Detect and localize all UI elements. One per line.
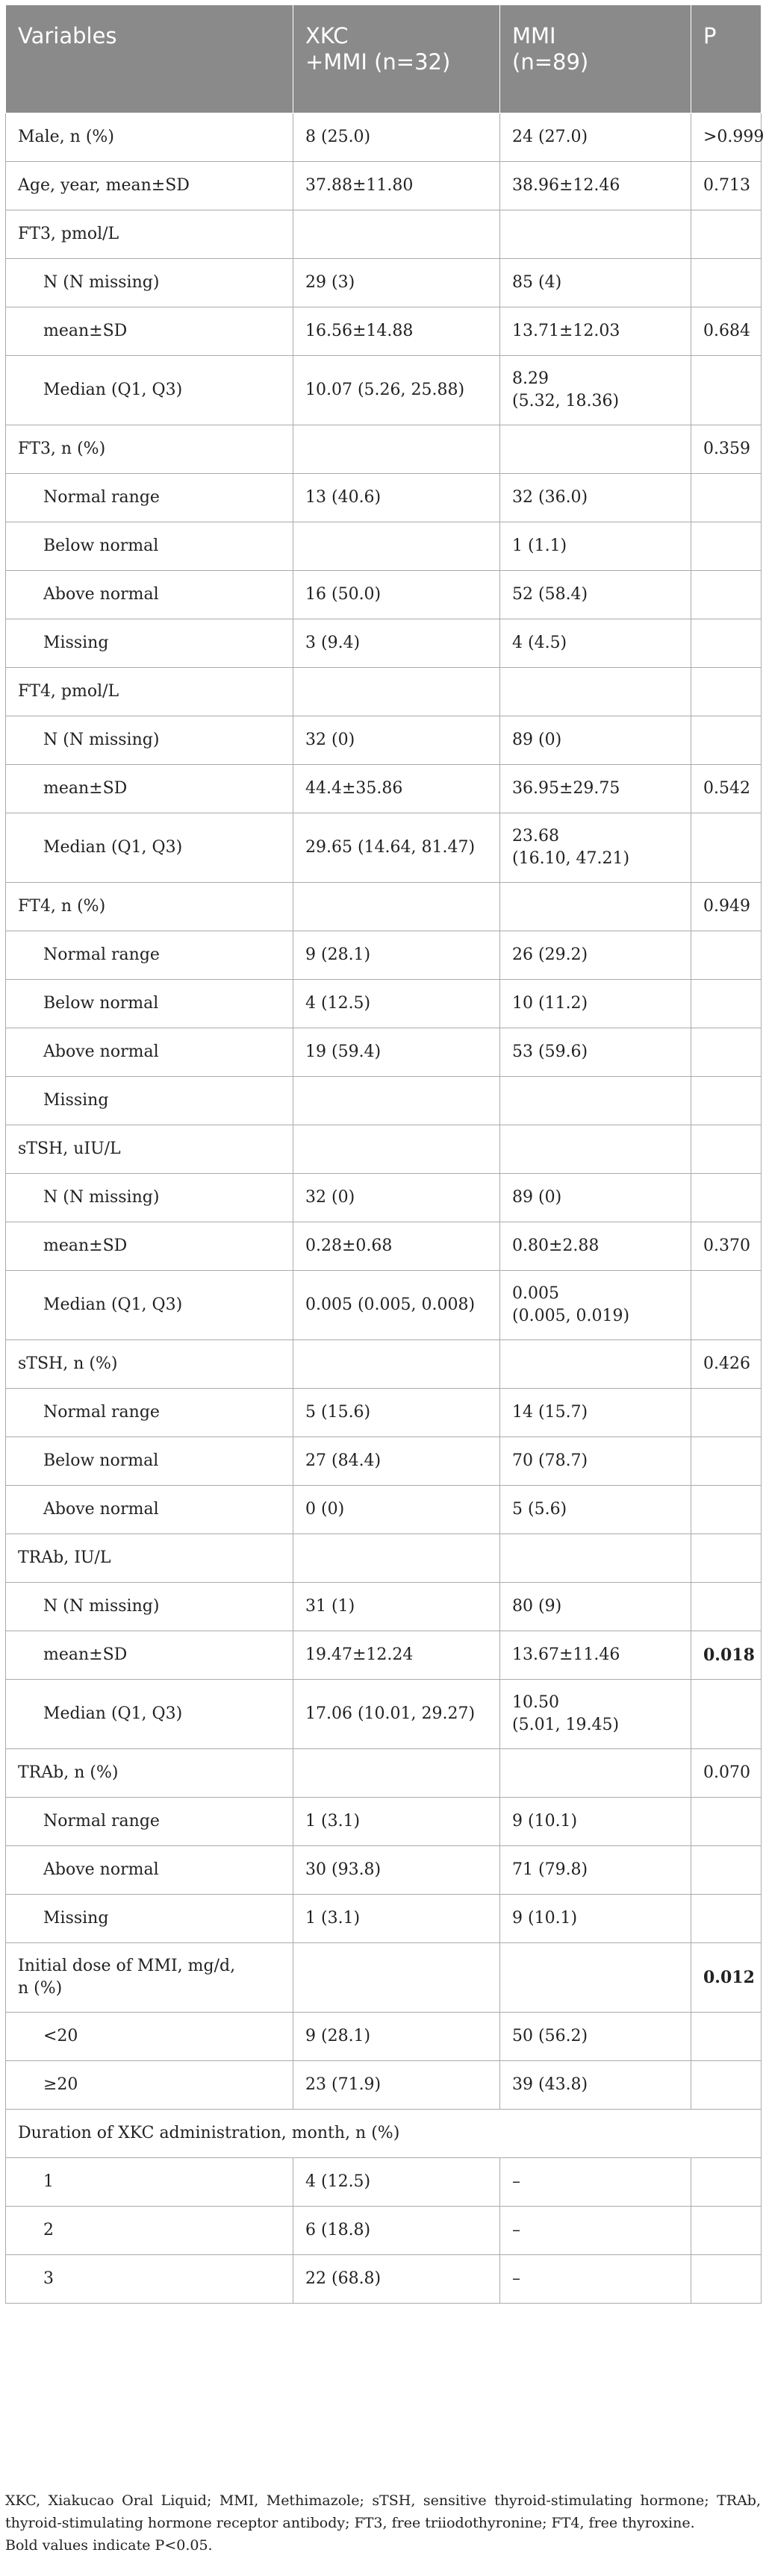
row-label: 2 bbox=[6, 2207, 293, 2255]
row-label: N (N missing) bbox=[6, 1583, 293, 1631]
p-value bbox=[691, 571, 762, 619]
p-value bbox=[691, 1895, 762, 1943]
p-value: 0.370 bbox=[691, 1222, 762, 1271]
p-value bbox=[691, 1680, 762, 1749]
header-mmi-line2: (n=89) bbox=[512, 49, 589, 75]
mmi-value: 39 (43.8) bbox=[500, 2061, 691, 2110]
mmi-value-line2: (5.01, 19.45) bbox=[512, 1716, 620, 1734]
xkc-value: 6 (18.8) bbox=[293, 2207, 500, 2255]
xkc-value: 19 (59.4) bbox=[293, 1028, 500, 1077]
mmi-value bbox=[500, 1749, 691, 1798]
p-value bbox=[691, 1583, 762, 1631]
row-label: Missing bbox=[6, 619, 293, 668]
mmi-value: 13.67±11.46 bbox=[500, 1631, 691, 1680]
row-label: Normal range bbox=[6, 1798, 293, 1846]
row-label: Normal range bbox=[6, 474, 293, 522]
table-row bbox=[6, 162, 762, 210]
mmi-value bbox=[500, 883, 691, 931]
xkc-value: 17.06 (10.01, 29.27) bbox=[293, 1680, 500, 1749]
row-label: FT4, pmol/L bbox=[6, 668, 293, 716]
abbreviation-footnote: XKC, Xiakucao Oral Liquid; MMI, Methimazole; sTSH, sensitive thyroid-stimulating hormone; TRAb, thyroid-stimulating hormone receptor antibody; FT3, free triiodothyronine; FT4, free thyroxine. bbox=[5, 2492, 761, 2531]
table-row bbox=[6, 2158, 762, 2207]
row-label: mean±SD bbox=[6, 765, 293, 813]
mmi-value bbox=[500, 1077, 691, 1125]
p-value: 0.070 bbox=[691, 1749, 762, 1798]
row-label: 1 bbox=[6, 2158, 293, 2207]
p-value bbox=[691, 356, 762, 425]
p-value bbox=[691, 1389, 762, 1437]
table-row bbox=[6, 2207, 762, 2255]
row-label: Median (Q1, Q3) bbox=[6, 1680, 293, 1749]
header-p-label: P bbox=[703, 23, 717, 49]
mmi-value: 80 (9) bbox=[500, 1583, 691, 1631]
row-label: Normal range bbox=[6, 1389, 293, 1437]
table-row bbox=[6, 1222, 762, 1271]
mmi-value: 14 (15.7) bbox=[500, 1389, 691, 1437]
p-value: 0.542 bbox=[691, 765, 762, 813]
row-label: Above normal bbox=[6, 1486, 293, 1534]
xkc-value: 32 (0) bbox=[293, 1174, 500, 1222]
mmi-value: 0.80±2.88 bbox=[500, 1222, 691, 1271]
xkc-value: 37.88±11.80 bbox=[293, 162, 500, 210]
p-value bbox=[691, 1028, 762, 1077]
row-label: Above normal bbox=[6, 571, 293, 619]
mmi-value: 53 (59.6) bbox=[500, 1028, 691, 1077]
xkc-value: 4 (12.5) bbox=[293, 980, 500, 1028]
p-value bbox=[691, 1437, 762, 1486]
mmi-value bbox=[500, 1534, 691, 1583]
mmi-value bbox=[500, 668, 691, 716]
row-label: Normal range bbox=[6, 931, 293, 980]
p-value bbox=[691, 474, 762, 522]
row-label: mean±SD bbox=[6, 1631, 293, 1680]
row-label: Below normal bbox=[6, 522, 293, 571]
mmi-value: 13.71±12.03 bbox=[500, 307, 691, 356]
row-label: sTSH, n (%) bbox=[6, 1340, 293, 1389]
row-label: Median (Q1, Q3) bbox=[6, 813, 293, 883]
xkc-value: 31 (1) bbox=[293, 1583, 500, 1631]
xkc-value bbox=[293, 1943, 500, 2013]
table-row bbox=[6, 765, 762, 813]
mmi-value: 24 (27.0) bbox=[500, 113, 691, 162]
row-label: Median (Q1, Q3) bbox=[6, 1271, 293, 1340]
mmi-value bbox=[500, 356, 691, 425]
table-row bbox=[6, 571, 762, 619]
table-row bbox=[6, 1798, 762, 1846]
xkc-value bbox=[293, 210, 500, 259]
table-row bbox=[6, 1271, 762, 1340]
xkc-value: 22 (68.8) bbox=[293, 2255, 500, 2304]
p-value bbox=[691, 1174, 762, 1222]
row-label: sTSH, uIU/L bbox=[6, 1125, 293, 1174]
p-value bbox=[691, 931, 762, 980]
mmi-value: 32 (36.0) bbox=[500, 474, 691, 522]
xkc-value: 10.07 (5.26, 25.88) bbox=[293, 356, 500, 425]
xkc-value bbox=[293, 668, 500, 716]
header-p bbox=[691, 5, 762, 113]
p-value: 0.018 bbox=[691, 1631, 762, 1680]
mmi-value bbox=[500, 813, 691, 883]
p-value: 0.426 bbox=[691, 1340, 762, 1389]
mmi-value: 89 (0) bbox=[500, 716, 691, 765]
table-row bbox=[6, 1486, 762, 1534]
row-label: TRAb, IU/L bbox=[6, 1534, 293, 1583]
mmi-value: 9 (10.1) bbox=[500, 1895, 691, 1943]
p-value: 0.359 bbox=[691, 425, 762, 474]
p-value bbox=[691, 1486, 762, 1534]
table-row bbox=[6, 716, 762, 765]
row-label-line2: n (%) bbox=[18, 1979, 63, 1998]
table-row bbox=[6, 980, 762, 1028]
xkc-value: 9 (28.1) bbox=[293, 931, 500, 980]
mmi-value bbox=[500, 425, 691, 474]
xkc-value: 16 (50.0) bbox=[293, 571, 500, 619]
mmi-value-line1: 10.50 bbox=[512, 1693, 559, 1712]
xkc-value: 29.65 (14.64, 81.47) bbox=[293, 813, 500, 883]
row-label: Above normal bbox=[6, 1846, 293, 1895]
table-row bbox=[6, 1028, 762, 1077]
row-label bbox=[6, 1943, 293, 2013]
table-row bbox=[6, 2061, 762, 2110]
row-label: <20 bbox=[6, 2013, 293, 2061]
p-value bbox=[691, 1846, 762, 1895]
xkc-value: 19.47±12.24 bbox=[293, 1631, 500, 1680]
row-label: mean±SD bbox=[6, 1222, 293, 1271]
xkc-value: 4 (12.5) bbox=[293, 2158, 500, 2207]
row-label: Missing bbox=[6, 1895, 293, 1943]
row-label: FT3, pmol/L bbox=[6, 210, 293, 259]
p-value bbox=[691, 2207, 762, 2255]
mmi-value bbox=[500, 1125, 691, 1174]
row-label: Median (Q1, Q3) bbox=[6, 356, 293, 425]
p-value bbox=[691, 668, 762, 716]
xkc-value: 3 (9.4) bbox=[293, 619, 500, 668]
p-value bbox=[691, 1271, 762, 1340]
row-label: ≥20 bbox=[6, 2061, 293, 2110]
row-label: Below normal bbox=[6, 980, 293, 1028]
table-row bbox=[6, 619, 762, 668]
table-row bbox=[6, 1583, 762, 1631]
xkc-value: 30 (93.8) bbox=[293, 1846, 500, 1895]
p-value bbox=[691, 2255, 762, 2304]
xkc-value bbox=[293, 1125, 500, 1174]
mmi-value: 71 (79.8) bbox=[500, 1846, 691, 1895]
table-row bbox=[6, 113, 762, 162]
xkc-value bbox=[293, 425, 500, 474]
header-xkc-line2: +MMI (n=32) bbox=[305, 49, 451, 75]
table-row bbox=[6, 1437, 762, 1486]
row-label: Missing bbox=[6, 1077, 293, 1125]
row-label: FT3, n (%) bbox=[6, 425, 293, 474]
baseline-characteristics-table bbox=[5, 4, 765, 2304]
xkc-value bbox=[293, 883, 500, 931]
table-row bbox=[6, 2110, 762, 2158]
mmi-value: 89 (0) bbox=[500, 1174, 691, 1222]
xkc-value: 44.4±35.86 bbox=[293, 765, 500, 813]
p-value: 0.949 bbox=[691, 883, 762, 931]
row-label: mean±SD bbox=[6, 307, 293, 356]
table-row bbox=[6, 210, 762, 259]
xkc-value: 1 (3.1) bbox=[293, 1798, 500, 1846]
mmi-value-line1: 8.29 bbox=[512, 369, 549, 388]
mmi-value: 9 (10.1) bbox=[500, 1798, 691, 1846]
table-footnotes bbox=[5, 2489, 761, 2557]
header-variables-label: Variables bbox=[18, 23, 117, 49]
p-value: >0.999 bbox=[691, 113, 762, 162]
table-row bbox=[6, 883, 762, 931]
p-value bbox=[691, 980, 762, 1028]
table-row bbox=[6, 1174, 762, 1222]
p-value bbox=[691, 1077, 762, 1125]
table-row bbox=[6, 1943, 762, 2013]
xkc-value: 13 (40.6) bbox=[293, 474, 500, 522]
mmi-value: 36.95±29.75 bbox=[500, 765, 691, 813]
mmi-value: 1 (1.1) bbox=[500, 522, 691, 571]
mmi-value: – bbox=[500, 2255, 691, 2304]
row-label: Age, year, mean±SD bbox=[6, 162, 293, 210]
header-mmi bbox=[500, 5, 691, 113]
mmi-value-line2: (5.32, 18.36) bbox=[512, 392, 620, 410]
xkc-value: 23 (71.9) bbox=[293, 2061, 500, 2110]
p-value bbox=[691, 2013, 762, 2061]
row-label: FT4, n (%) bbox=[6, 883, 293, 931]
table-row bbox=[6, 522, 762, 571]
table-row bbox=[6, 1846, 762, 1895]
mmi-value: 10 (11.2) bbox=[500, 980, 691, 1028]
table-row bbox=[6, 1749, 762, 1798]
mmi-value-line1: 23.68 bbox=[512, 827, 559, 845]
header-mmi-line1: MMI bbox=[512, 23, 556, 49]
mmi-value: – bbox=[500, 2158, 691, 2207]
xkc-value bbox=[293, 522, 500, 571]
mmi-value bbox=[500, 1680, 691, 1749]
mmi-value: 38.96±12.46 bbox=[500, 162, 691, 210]
bold-values-note: Bold values indicate P<0.05. bbox=[5, 2537, 213, 2554]
table-row bbox=[6, 2013, 762, 2061]
table-row bbox=[6, 1389, 762, 1437]
table-row bbox=[6, 356, 762, 425]
table-row bbox=[6, 668, 762, 716]
mmi-value: 5 (5.6) bbox=[500, 1486, 691, 1534]
xkc-value: 0 (0) bbox=[293, 1486, 500, 1534]
mmi-value: 50 (56.2) bbox=[500, 2013, 691, 2061]
table-row bbox=[6, 1680, 762, 1749]
table-row bbox=[6, 259, 762, 307]
xkc-value bbox=[293, 1534, 500, 1583]
mmi-value: 70 (78.7) bbox=[500, 1437, 691, 1486]
mmi-value: 4 (4.5) bbox=[500, 619, 691, 668]
p-value bbox=[691, 1534, 762, 1583]
xkc-value bbox=[293, 1077, 500, 1125]
header-xkc-mmi bbox=[293, 5, 500, 113]
header-xkc-line1: XKC bbox=[305, 23, 349, 49]
table-row bbox=[6, 425, 762, 474]
p-value: 0.012 bbox=[691, 1943, 762, 2013]
table-row bbox=[6, 931, 762, 980]
row-label: 3 bbox=[6, 2255, 293, 2304]
mmi-value: 85 (4) bbox=[500, 259, 691, 307]
xkc-value: 8 (25.0) bbox=[293, 113, 500, 162]
row-label-line1: Initial dose of MMI, mg/d, bbox=[18, 1957, 236, 1975]
table-row bbox=[6, 1534, 762, 1583]
mmi-value bbox=[500, 1340, 691, 1389]
mmi-value: 52 (58.4) bbox=[500, 571, 691, 619]
p-value: 0.684 bbox=[691, 307, 762, 356]
xkc-value: 16.56±14.88 bbox=[293, 307, 500, 356]
row-label: Below normal bbox=[6, 1437, 293, 1486]
p-value bbox=[691, 619, 762, 668]
mmi-value-line2: (16.10, 47.21) bbox=[512, 849, 630, 868]
p-value bbox=[691, 259, 762, 307]
p-value bbox=[691, 2158, 762, 2207]
row-label: Above normal bbox=[6, 1028, 293, 1077]
row-label-full: Duration of XKC administration, month, n (%) bbox=[6, 2110, 762, 2158]
table-row bbox=[6, 1340, 762, 1389]
xkc-value: 32 (0) bbox=[293, 716, 500, 765]
xkc-value: 27 (84.4) bbox=[293, 1437, 500, 1486]
row-label: N (N missing) bbox=[6, 1174, 293, 1222]
mmi-value-line1: 0.005 bbox=[512, 1284, 559, 1303]
mmi-value bbox=[500, 1943, 691, 2013]
table-row bbox=[6, 813, 762, 883]
mmi-value: – bbox=[500, 2207, 691, 2255]
table-row bbox=[6, 474, 762, 522]
xkc-value: 1 (3.1) bbox=[293, 1895, 500, 1943]
p-value bbox=[691, 522, 762, 571]
mmi-value: 26 (29.2) bbox=[500, 931, 691, 980]
table-row bbox=[6, 1895, 762, 1943]
p-value bbox=[691, 813, 762, 883]
table-row bbox=[6, 1125, 762, 1174]
p-value: 0.713 bbox=[691, 162, 762, 210]
mmi-value bbox=[500, 210, 691, 259]
xkc-value bbox=[293, 1749, 500, 1798]
xkc-value: 9 (28.1) bbox=[293, 2013, 500, 2061]
xkc-value: 5 (15.6) bbox=[293, 1389, 500, 1437]
xkc-value: 0.28±0.68 bbox=[293, 1222, 500, 1271]
row-label: Male, n (%) bbox=[6, 113, 293, 162]
p-value bbox=[691, 2061, 762, 2110]
mmi-value bbox=[500, 1271, 691, 1340]
row-label: N (N missing) bbox=[6, 259, 293, 307]
header-variables bbox=[6, 5, 293, 113]
row-label: N (N missing) bbox=[6, 716, 293, 765]
table-row bbox=[6, 307, 762, 356]
xkc-value: 0.005 (0.005, 0.008) bbox=[293, 1271, 500, 1340]
row-label: TRAb, n (%) bbox=[6, 1749, 293, 1798]
table-row bbox=[6, 2255, 762, 2304]
p-value bbox=[691, 210, 762, 259]
table-row bbox=[6, 1077, 762, 1125]
xkc-value: 29 (3) bbox=[293, 259, 500, 307]
table-row bbox=[6, 1631, 762, 1680]
mmi-value-line2: (0.005, 0.019) bbox=[512, 1307, 630, 1325]
p-value bbox=[691, 1798, 762, 1846]
p-value bbox=[691, 716, 762, 765]
p-value bbox=[691, 1125, 762, 1174]
table-header-row bbox=[6, 5, 762, 113]
xkc-value bbox=[293, 1340, 500, 1389]
